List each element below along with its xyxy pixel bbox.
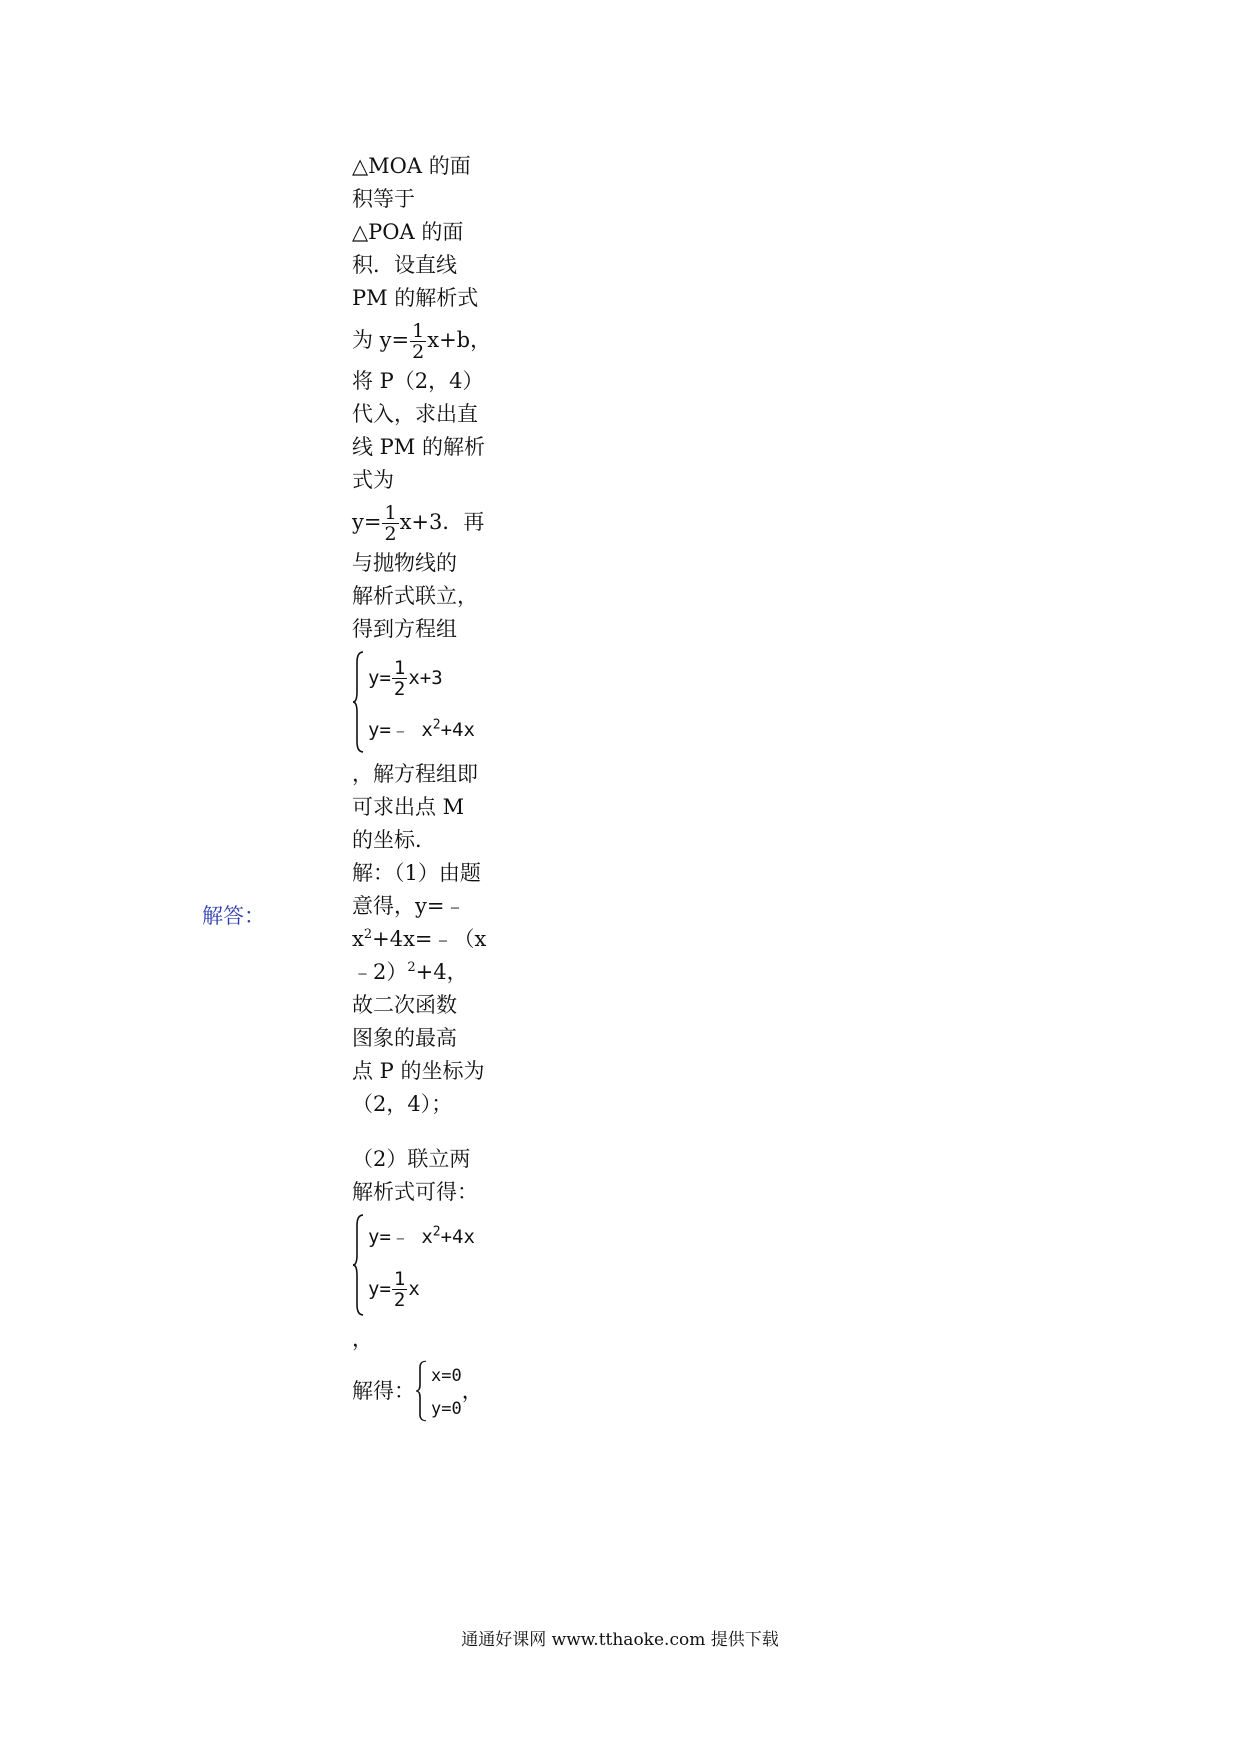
equation-row: y=﹣ $x^2+4x$ — [368, 717, 475, 741]
left-brace-icon — [415, 1360, 427, 1422]
text-line: △POA 的面 — [352, 220, 464, 244]
text-line: 得到方程组 — [352, 617, 457, 641]
text-line: PM 的解析式 — [352, 286, 479, 310]
equation-row: y=0 — [431, 1399, 462, 1419]
equation-row: y= $\frac{1}{2}$ x — [368, 1267, 420, 1311]
answer-label: 解答： — [202, 904, 265, 928]
text-line: ﹣2）$^2$+4， — [352, 960, 468, 984]
equation-row: x=0 — [431, 1366, 462, 1386]
footer-watermark: 通通好课网 www.tthaoke.com 提供下载 — [461, 1630, 779, 1650]
text-line: 解：（1）由题 — [352, 861, 481, 885]
text-line: 意得，y=﹣ — [352, 894, 466, 918]
left-brace-icon — [352, 1213, 364, 1317]
text-line: 与抛物线的 — [352, 551, 457, 575]
solution-column — [352, 150, 502, 1426]
equation-row: y=﹣ $x^2+4x$ — [368, 1224, 475, 1248]
text-line: 解析式联立， — [352, 584, 478, 608]
text-line: 解析式可得： — [352, 1180, 478, 1204]
fraction: $\frac{1}{2}$ — [384, 502, 397, 545]
text-line: 代入，求出直 — [352, 402, 478, 426]
equation-row: y= $\frac{1}{2}$ x+3 — [368, 656, 443, 700]
text-line: 积等于 — [352, 187, 415, 211]
text-line: 故二次函数 — [352, 993, 457, 1017]
text-line: （2，4）； — [352, 1092, 453, 1116]
text-line: 积．设直线 — [352, 253, 457, 277]
formula-line: 为 y= $\frac{1}{2}$ x+b， — [352, 320, 492, 363]
fraction: $\frac{1}{2}$ — [393, 1267, 406, 1311]
equation-system — [352, 1213, 502, 1317]
solution-system: 解得： x=0 y=0 ， — [352, 1360, 502, 1422]
equation-system — [352, 650, 502, 754]
text-line: 式为 — [352, 468, 394, 492]
fraction: $\frac{1}{2}$ — [412, 320, 425, 363]
text-line: △MOA 的面 — [352, 154, 471, 178]
left-brace-icon — [352, 650, 364, 754]
formula-line: y= $\frac{1}{2}$ x+3．再 — [352, 502, 485, 545]
text-line: 图象的最高 — [352, 1026, 457, 1050]
text-line: ，解方程组即 — [352, 762, 478, 786]
text-line: 的坐标． — [352, 828, 436, 852]
text-line: 线 PM 的解析 — [352, 435, 485, 459]
text-line: 可求出点 M — [352, 795, 465, 819]
text-line: 点 P 的坐标为 — [352, 1059, 485, 1083]
text-line: $x^2+4x=﹣(x$ — [352, 927, 487, 951]
text-line: ， — [352, 1327, 373, 1351]
text-line: 将 P（2，4） — [352, 369, 484, 393]
fraction: $\frac{1}{2}$ — [393, 656, 406, 700]
text-line: （2）联立两 — [352, 1147, 471, 1171]
